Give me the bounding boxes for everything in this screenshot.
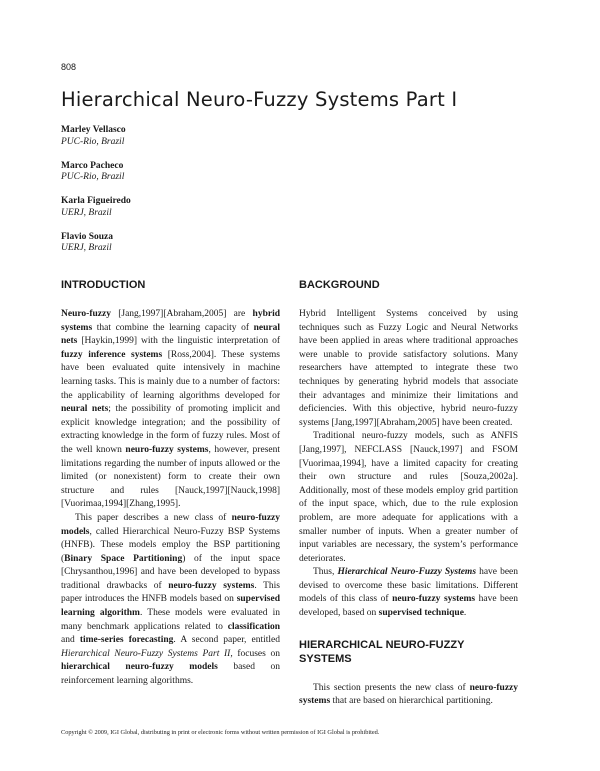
emphasized-term: time-series forecasting [79, 635, 174, 646]
hierarchical-paragraph-1: This section presents the new class of neuro-fuzzy systems that are based on hierarchical partitioning. [299, 682, 518, 707]
author-block [61, 161, 131, 184]
author-block [61, 196, 131, 219]
page-number: 808 [61, 62, 77, 72]
author-block [61, 232, 131, 255]
emphasized-term: supervised learning algorithm [61, 594, 280, 619]
emphasized-term: supervised technique [378, 608, 464, 619]
emphasized-term: Hierarchical Neuro-Fuzzy Systems [337, 567, 477, 578]
background-heading: BACKGROUND [299, 279, 380, 291]
background-paragraph-1: Hybrid Intelligent Systems conceived by using techniques such as Fuzzy Logic and Neural Networks have been applied in areas where traditional approaches were unable to provide satisfactory solutions. Many researchers have attempted to integrate these two techniques by generating hybrid models that associate their advantages and minimize their limitations and deficiencies. With this objective, hybrid neuro-fuzzy systems [Jang,1997][Abraham,2005] have been created. [299, 309, 518, 428]
author-affiliation: UERJ, Brazil [61, 243, 112, 253]
introduction-heading: INTRODUCTION [61, 279, 146, 291]
copyright-footer: Copyright © 2009, IGI Global, distributing in print or electronic forms without written permission of IGI Global is prohibited. [61, 729, 380, 736]
emphasized-term: neuro-fuzzy systems [299, 682, 518, 707]
paper-title: Hierarchical Neuro-Fuzzy Systems Part I [61, 88, 458, 111]
author-name: Marley Vellasco [61, 125, 126, 135]
emphasized-term: neuro-fuzzy systems [392, 594, 476, 605]
emphasized-term: Binary Space Partitioning [64, 553, 183, 564]
introduction-paragraph-1: Neuro-fuzzy [Jang,1997][Abraham,2005] are hybrid systems that combine the learning capacity of neural nets [Haykin,1999] with the linguistic interpretation of fuzzy inference systems [Ross,2004]. These systems have been evaluated quite intensively in machine learning tasks. This is mainly due to a number of factors: the applicability of learning algorithms developed for neural nets; the possibility of promoting implicit and explicit knowledge integration; and the possibility of extracting knowledge in the form of fuzzy rules. Most of the well known neuro-fuzzy systems, however, present limitations regarding the number of inputs allowed or the limited (or nonexistent) form to create their own structure and rules [Nauck,1997][Nauck,1998][Vuorimaa,1994][Zhang,1995]. [61, 309, 281, 510]
introduction-paragraph-2: This paper describes a new class of neuro-fuzzy models, called Hierarchical Neuro-Fuzzy BSP Systems (HNFB). These models employ the BSP partitioning (Binary Space Partitioning) of the input space [Chrysanthou,1996] and have been developed to bypass traditional drawbacks of neuro-fuzzy systems. This paper introduces the HNFB models based on supervised learning algorithm. These models were evaluated in many benchmark applications related to classification and time-series forecasting. A second paper, entitled Hierarchical Neuro-Fuzzy Systems Part II, focuses on hierarchical neuro-fuzzy models based on reinforcement learning algorithms. [61, 512, 280, 687]
left-column [61, 278, 280, 689]
emphasized-term: Neuro-fuzzy [61, 309, 111, 319]
author-block [61, 125, 131, 148]
emphasized-term: neuro-fuzzy systems [168, 580, 255, 591]
right-column [299, 278, 518, 709]
emphasized-term: Hierarchical Neuro-Fuzzy Systems Part II [61, 648, 231, 659]
author-list [61, 125, 131, 267]
emphasized-term: neural nets [61, 404, 109, 415]
emphasized-term: hierarchical neuro-fuzzy models [61, 662, 218, 673]
emphasized-term: hybrid systems [61, 309, 280, 333]
hierarchical-heading: HIERARCHICAL NEURO-FUZZY SYSTEMS [299, 638, 465, 665]
emphasized-term: neuro-fuzzy models [61, 512, 280, 537]
background-paragraph-2: Traditional neuro-fuzzy models, such as ANFIS [Jang,1997], NEFCLASS [Nauck,1997] and FSOM [Vuorimaa,1994], have a limited capacity for creating their own structure and rules [Souza,2002a]. Additionally, most of these models employ grid partition of the input space, which, due to the rule explosion problem, are more adequate for applications with a smaller number of inputs. When a greater number of input variables are necessary, the system’s performance deteriorates. [299, 431, 518, 564]
emphasized-term: neuro-fuzzy systems [125, 444, 209, 455]
emphasized-term: fuzzy inference systems [61, 349, 163, 360]
author-affiliation: PUC-Rio, Brazil [61, 172, 125, 182]
author-affiliation: UERJ, Brazil [61, 207, 112, 218]
author-name: Flavio Souza [61, 231, 113, 242]
author-name: Marco Pacheco [61, 160, 124, 171]
background-paragraph-3: Thus, Hierarchical Neuro-Fuzzy Systems have been devised to overcome these basic limitations. Different models of this class of neuro-fuzzy systems have been developed, based on supervised technique. [299, 567, 519, 619]
author-name: Karla Figueiredo [61, 196, 131, 206]
author-affiliation: PUC-Rio, Brazil [61, 136, 125, 147]
emphasized-term: classification [227, 621, 280, 632]
emphasized-term: neural nets [61, 322, 280, 347]
